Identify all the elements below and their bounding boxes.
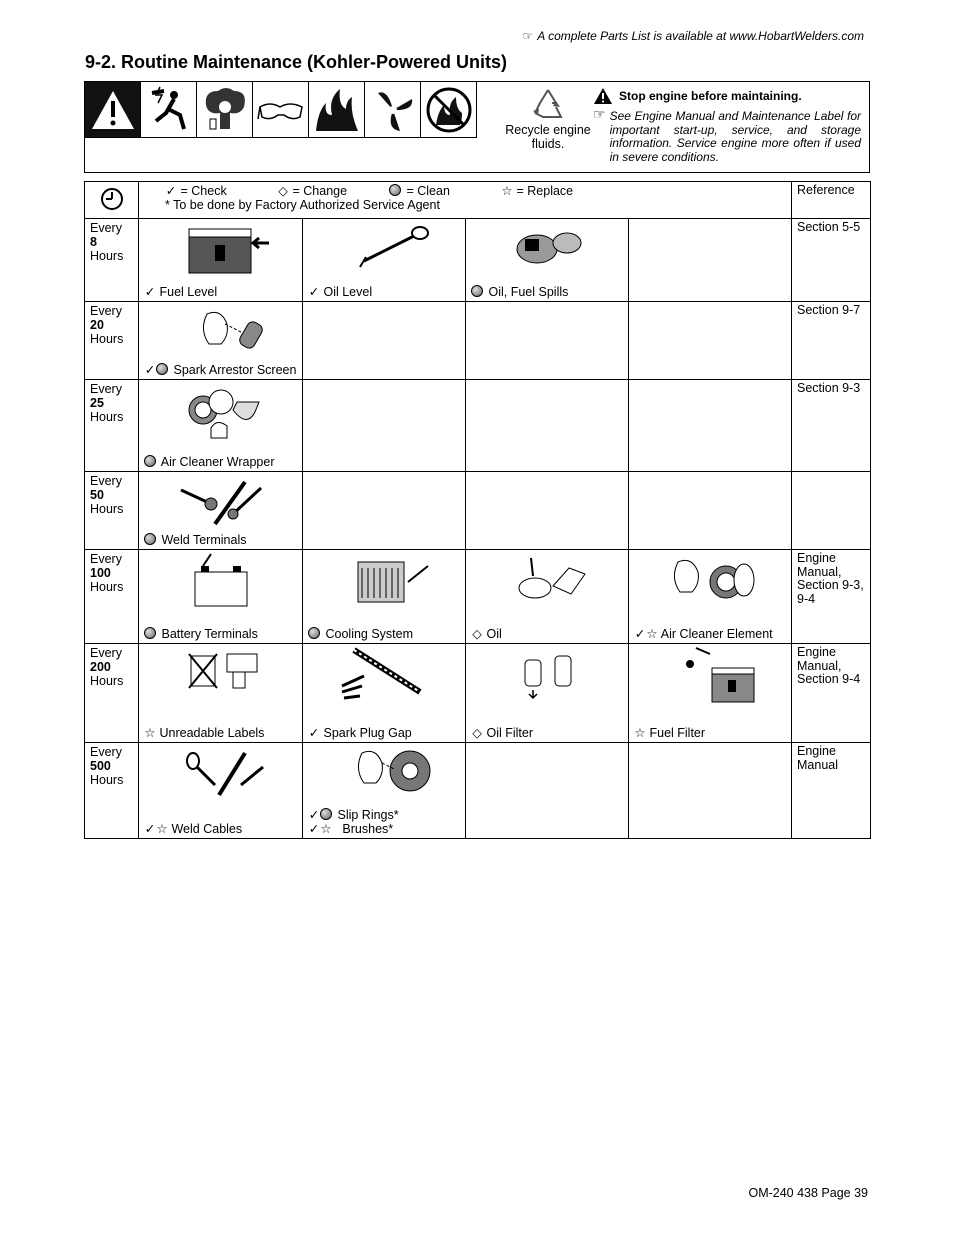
interval-hours: Hours	[90, 410, 124, 424]
electric-shock-icon	[141, 82, 197, 138]
task-label: ✓☆ Weld Cables	[144, 822, 243, 836]
task-illustration	[303, 646, 465, 704]
interval-every: Every	[90, 221, 122, 235]
task-cell	[629, 302, 792, 380]
task-cell	[466, 472, 629, 550]
stop-engine-notice: Stop engine before maintaining. ☞ See Engine Manual and Maintenance Label for important start-up, service, and storage information. Service engine more often if used in severe conditions.	[593, 89, 861, 164]
interval-hours-number: 8	[90, 235, 97, 249]
interval-hours: Hours	[90, 580, 124, 594]
reference-cell	[792, 472, 871, 550]
replace-icon: ☆	[634, 726, 646, 740]
recycle-notice: Recycle engine fluids.	[493, 87, 603, 151]
interval-hours: Hours	[90, 249, 124, 263]
maintenance-row	[85, 472, 871, 550]
recycle-icon	[529, 87, 567, 121]
interval-hours: Hours	[90, 773, 124, 787]
task-cell	[629, 743, 792, 839]
task-label: ◇ Oil Filter	[472, 726, 534, 740]
change-icon: ◇	[472, 627, 482, 641]
check-icon: ✓	[165, 184, 177, 198]
task-label: Air Cleaner Wrapper	[144, 455, 275, 469]
clock-icon	[85, 182, 139, 219]
replace-icon: ☆	[646, 627, 658, 641]
section-title: 9-2. Routine Maintenance (Kohler-Powered Units)	[85, 52, 508, 72]
task-illustration	[139, 552, 302, 610]
replace-icon: ☆	[320, 822, 332, 836]
interval-cell	[85, 550, 139, 644]
replace-icon: ☆	[156, 822, 168, 836]
task-cell	[466, 219, 629, 302]
interval-hours: Hours	[90, 332, 124, 346]
interval-every: Every	[90, 382, 122, 396]
check-icon: ✓	[308, 726, 320, 740]
check-icon: ✓	[634, 627, 646, 641]
page-number: OM-240 438 Page 39	[748, 1186, 868, 1200]
maintenance-row	[85, 550, 871, 644]
task-illustration	[466, 221, 628, 279]
task-cell	[629, 380, 792, 472]
maintenance-row	[85, 302, 871, 380]
change-icon: ◇	[472, 726, 482, 740]
interval-cell	[85, 302, 139, 380]
check-icon: ✓	[308, 808, 320, 822]
task-cell	[303, 743, 466, 839]
task-label: ✓ Spark Arrestor Screen	[144, 363, 297, 377]
task-label: ◇ Oil	[472, 627, 502, 641]
task-label: ☆ Unreadable Labels	[144, 726, 265, 740]
pointing-hand-icon: ☞	[593, 106, 606, 122]
task-cell	[303, 302, 466, 380]
safety-warning-box	[84, 81, 870, 173]
check-icon: ✓	[144, 363, 156, 377]
task-illustration	[466, 552, 628, 610]
maintenance-row	[85, 219, 871, 302]
interval-every: Every	[90, 745, 122, 759]
task-cell	[303, 550, 466, 644]
task-cell	[629, 644, 792, 743]
no-fire-icon	[421, 82, 477, 138]
maintenance-row	[85, 380, 871, 472]
task-cell	[139, 302, 303, 380]
task-illustration	[629, 646, 791, 704]
task-illustration	[139, 382, 302, 440]
task-label: Battery Terminals	[144, 627, 258, 641]
check-icon: ✓	[144, 822, 156, 836]
task-illustration	[139, 304, 302, 362]
maintenance-table	[84, 181, 871, 839]
maintenance-row	[85, 644, 871, 743]
fire-icon	[309, 82, 365, 138]
warning-triangle-icon	[593, 87, 613, 105]
check-icon: ✓	[308, 822, 320, 836]
task-label: ✓ Fuel Level	[144, 285, 218, 299]
task-label: ✓ Slip Rings* ✓☆ Brushes*	[308, 808, 399, 836]
clean-icon	[156, 363, 168, 375]
replace-icon: ☆	[501, 184, 513, 198]
task-illustration	[303, 745, 465, 803]
maintenance-row	[85, 743, 871, 839]
factory-service-note: * To be done by Factory Authorized Service Agent	[165, 198, 440, 212]
task-cell	[466, 302, 629, 380]
interval-cell	[85, 219, 139, 302]
task-label: Oil, Fuel Spills	[471, 285, 568, 299]
task-illustration	[139, 646, 302, 704]
task-illustration	[139, 221, 302, 279]
pointing-hand-icon: ☞	[522, 29, 534, 43]
reference-header: Reference	[792, 182, 871, 219]
reference-cell: Section 9-7	[792, 302, 871, 380]
task-cell	[139, 219, 303, 302]
task-illustration	[629, 552, 791, 610]
interval-hours-number: 500	[90, 759, 111, 773]
interval-every: Every	[90, 304, 122, 318]
task-cell	[303, 380, 466, 472]
task-cell	[629, 219, 792, 302]
task-cell	[466, 644, 629, 743]
reference-cell: Engine Manual, Section 9-4	[792, 644, 871, 743]
interval-hours-number: 50	[90, 488, 104, 502]
interval-hours-number: 100	[90, 566, 111, 580]
check-icon: ✓	[308, 285, 320, 299]
hazard-icon-strip	[85, 82, 477, 138]
task-illustration	[466, 646, 628, 704]
task-cell	[466, 380, 629, 472]
task-illustration	[139, 474, 302, 532]
reference-cell: Engine Manual	[792, 743, 871, 839]
task-cell	[139, 644, 303, 743]
reference-cell: Section 5-5	[792, 219, 871, 302]
interval-every: Every	[90, 474, 122, 488]
interval-cell	[85, 743, 139, 839]
task-label: ☆ Fuel Filter	[634, 726, 706, 740]
reference-cell: Engine Manual, Section 9-3, 9-4	[792, 550, 871, 644]
interval-hours: Hours	[90, 502, 124, 516]
parts-list-note: ☞ A complete Parts List is available at www.HobartWelders.com	[522, 29, 864, 43]
task-cell	[629, 472, 792, 550]
task-cell	[466, 743, 629, 839]
task-illustration	[139, 745, 302, 803]
clean-icon	[471, 285, 483, 297]
task-label: Cooling System	[308, 627, 413, 641]
interval-hours-number: 20	[90, 318, 104, 332]
task-cell	[466, 550, 629, 644]
task-cell	[139, 380, 303, 472]
clean-icon	[144, 455, 156, 467]
table-header-row	[85, 182, 871, 219]
task-cell	[139, 550, 303, 644]
check-icon: ✓	[144, 285, 156, 299]
task-illustration	[303, 552, 465, 610]
interval-cell	[85, 472, 139, 550]
clean-icon	[144, 627, 156, 639]
interval-cell	[85, 380, 139, 472]
task-cell	[629, 550, 792, 644]
clean-icon	[144, 533, 156, 545]
reference-cell: Section 9-3	[792, 380, 871, 472]
interval-cell	[85, 644, 139, 743]
task-cell	[303, 472, 466, 550]
task-cell	[303, 644, 466, 743]
fumes-icon	[197, 82, 253, 138]
interval-hours-number: 25	[90, 396, 104, 410]
task-label: Weld Terminals	[144, 533, 246, 547]
task-cell	[139, 743, 303, 839]
task-cell	[303, 219, 466, 302]
clean-icon	[320, 808, 332, 820]
moving-parts-icon	[365, 82, 421, 138]
interval-every: Every	[90, 552, 122, 566]
safety-glasses-icon	[253, 82, 309, 138]
symbol-legend: ✓ = Check ◇ = Change = Clean ☆ = Replace * To be done by Factory Authorized Service Agent	[139, 182, 792, 219]
interval-hours-number: 200	[90, 660, 111, 674]
clean-icon	[308, 627, 320, 639]
interval-hours: Hours	[90, 674, 124, 688]
task-label: ✓☆ Air Cleaner Element	[634, 627, 773, 641]
task-cell	[139, 472, 303, 550]
task-label: ✓ Oil Level	[308, 285, 373, 299]
interval-every: Every	[90, 646, 122, 660]
task-label: ✓ Spark Plug Gap	[308, 726, 412, 740]
replace-icon: ☆	[144, 726, 156, 740]
warning-icon	[85, 82, 141, 138]
task-illustration	[303, 221, 465, 279]
clean-icon	[389, 184, 401, 196]
change-icon: ◇	[278, 184, 288, 198]
